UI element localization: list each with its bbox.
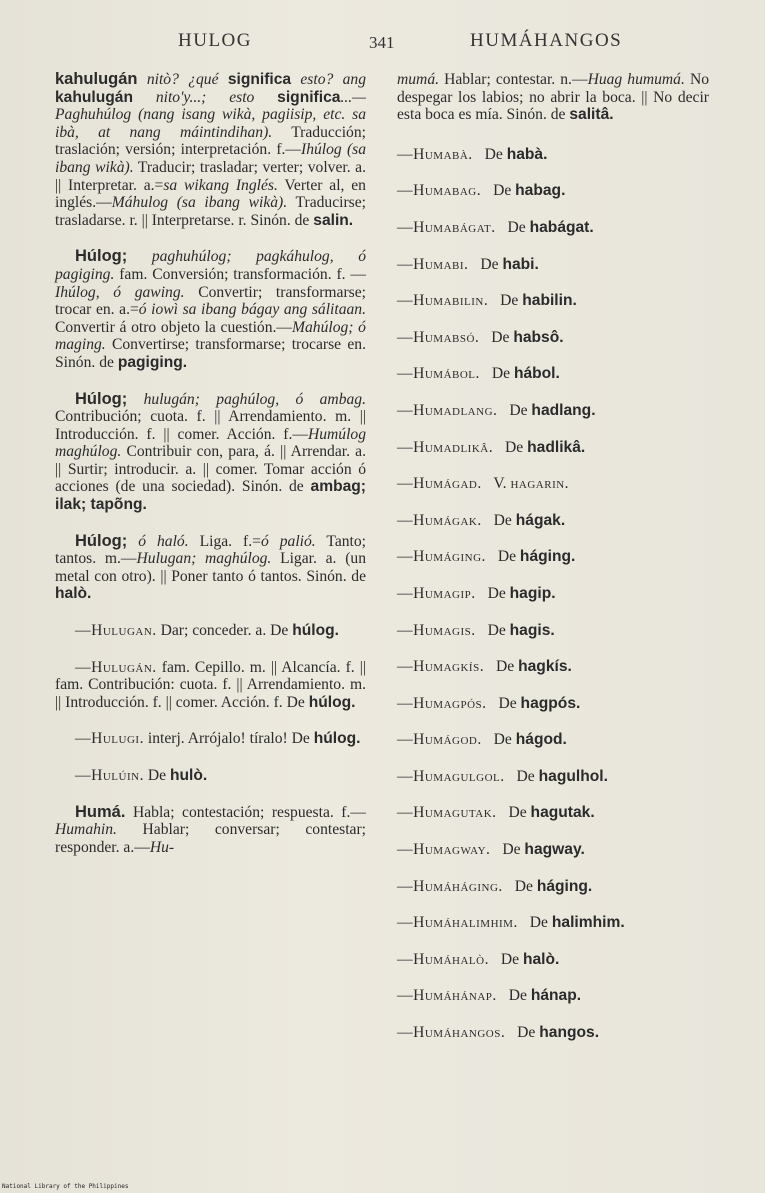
reference-root-word: hadlang. [531,401,596,419]
left-column [55,71,366,875]
reference-root-word: habsô. [513,328,564,346]
cross-reference-entry: —Humágod. De hágod. [397,731,567,749]
reference-root-word: hánap. [530,987,582,1005]
headword: Húlog; [75,247,128,266]
cross-reference-entry: —Humáhánap. De hánap. [397,987,582,1005]
cross-reference-entry: —Humagutak. De hagutak. [397,804,595,822]
reference-root-word: halimhim. [551,914,625,932]
entry-hulugan: —Hulugan. Dar; conceder. a. De húlog. [75,622,340,640]
synonym: ambag; ilak; tapõng. [55,478,366,514]
headword: Humá. [75,802,126,821]
synonym: salitâ. [569,106,614,124]
cross-reference-entry: —Humagway. De hagway. [397,841,585,859]
cross-reference-entry: —Humágak. De hágak. [397,511,566,529]
cross-reference-entry: —Humagis. De hagis. [397,621,555,639]
reference-root-word: hagutak. [530,804,595,822]
cross-reference-entry: —Humadlikâ. De hadlikâ. [397,438,586,456]
reference-root-word: hágod. [515,731,567,749]
reference-root-word: hagip. [509,584,556,602]
synonym: húlog. [292,622,340,640]
right-guide-word: HUMÁHANGOS [470,30,623,51]
entry-hulog-1: Húlog; paghuhúlog; pagkáhulog, ó pagiging. fam. Conversión; transformación. f. —Ihúlog, ó gawing. Convertir; transformarse; trocar en. a.=ó iowì sa ibang bágay ang sálitaan. Convertir á otro objeto la cuestión.—Mahúlog; ó maging. Convertirse; transformarse; trocarse en. Sinón. de pagiging. [55,247,366,371]
reference-root-word: hagulhol. [538,767,608,785]
cross-reference-entry: —Humábol. De hábol. [397,365,560,383]
reference-root-word: hadlikâ. [527,438,586,456]
left-guide-word: HULOG [178,30,252,51]
cross-reference-entry: —Humáháging. De háging. [397,877,593,895]
synonym: hulò. [169,767,208,784]
headword: Húlog; [75,531,128,550]
cross-reference-entry: —Humagip. De hagip. [397,584,556,602]
synonym: halò. [55,585,92,603]
reference-root-word: háging. [536,877,593,895]
reference-root-word: háging. [519,548,576,566]
reference-root-word: hagarin. [510,475,570,493]
page-number: 341 [369,33,395,52]
headword: Húlog; [75,389,128,408]
reference-root-word: habà. [506,145,548,163]
reference-root-word: hágak. [515,511,566,529]
reference-root-word: hábol. [513,365,560,383]
reference-root-word: habag. [515,182,566,200]
reference-root-word: hagkís. [518,658,572,676]
cross-reference-entry: —Humágad. V. hagarin. [397,475,570,493]
cross-reference-entry: —Humáging. De háging. [397,548,576,566]
synonym: húlog. [308,693,356,711]
cross-reference-entry: —Humáhangos. De hangos. [397,1024,600,1042]
cross-reference-entry: —Humabágat. De habágat. [397,218,594,236]
cross-reference-entry: —Humagkís. De hagkís. [397,658,572,676]
entry-huma-continued: mumá. Hablar; contestar. n.—Huag humumá. No despegar los labios; no abrir la boca. || No decir esta boca es mía. Sinón. de salitâ. [397,71,709,124]
reference-root-word: habilin. [522,292,577,310]
cross-reference-entry: —Humáhalimhim. De halimhim. [397,914,625,932]
entry-huma: Humá. Habla; contestación; respuesta. f.—Humahin. Hablar; conversar; contestar; responder. a.—Hu- [55,802,366,856]
reference-root-word: hagway. [524,841,585,859]
cross-reference-entry: —Humabilin. De habilin. [397,292,577,310]
headword: kahulugán [55,70,138,88]
entry-hulugan-2: —Hulugán. fam. Cepillo. m. || Alcancía. f. || fam. Contribución: cuota. f. || Arrendamiento. m. || Introducción. f. || comer. Acción. f. De húlog. [55,658,366,711]
reference-root-word: hagpós. [520,694,581,712]
reference-root-word: habágat. [529,218,594,236]
cross-reference-entry: —Humabi. De habi. [397,255,539,273]
entry-hulog-3: Húlog; ó haló. Liga. f.=ó palió. Tanto; tantos. m.—Hulugan; maghúlog. Ligar. a. (un metal con otro). || Poner tanto ó tantos. Sinón. de halò. [55,531,367,603]
entry-kahulugan: kahulugán nitò? ¿qué significa esto? ang kahulugán nito'y...; esto significa...—Paghuhúlog (nang isang wikà, pagiisip, etc. sa ibà, at nang máintindihan). Traducción; traslación; versión; interpretación. f.—Ihúlog (sa ibang wikà). Traducir; trasladar; verter; volver. a. || Interpretar. a.=sa wikang Inglés. Verter al, en inglés.—Máhulog (sa ibang wikà). Traducirse; trasladarse. r. || Interpretarse. r. Sinón. de salin. [55,70,367,229]
cross-reference-entry: —Humabag. De habag. [397,182,566,200]
synonym: salin. [313,211,354,229]
reference-root-word: habi. [502,255,539,273]
reference-root-word: halò. [522,950,560,968]
entry-hulugi: —Hulugi. interj. Arrójalo! tíralo! De húlog. [75,730,361,748]
cross-reference-entry: —Humabà. De habà. [397,145,548,163]
reference-root-word: hagis. [509,621,555,639]
cross-reference-entry: —Humabsó. De habsô. [397,328,564,346]
reference-root-word: hangos. [539,1024,600,1042]
cross-reference-entry: —Humagpós. De hagpós. [397,694,581,712]
entry-hulog-2: Húlog; hulugán; paghúlog, ó ambag. Contribución; cuota. f. || Arrendamiento. m. || Introducción. f. || comer. Acción. f.—Humúlog maghúlog. Contribuir con, para, á. || Arrendar. a. || Surtir; introducir. a. || comer. Tomar acción ó acciones (de una sociedad). Sinón. de ambag; ilak; tapõng. [55,389,366,514]
footer-credit: National Library of the Philippines [2,1183,129,1190]
cross-reference-entry: —Humadlang. De hadlang. [397,401,596,419]
cross-reference-entry: —Humagulgol. De hagulhol. [397,767,608,785]
cross-reference-list [397,146,709,1042]
right-column [397,71,709,1061]
entry-huluin: —Hulúin. De hulò. [75,767,208,784]
synonym: húlog. [313,730,361,748]
cross-reference-entry: —Humáhalò. De halò. [397,950,560,968]
synonym: pagiging. [117,353,188,371]
